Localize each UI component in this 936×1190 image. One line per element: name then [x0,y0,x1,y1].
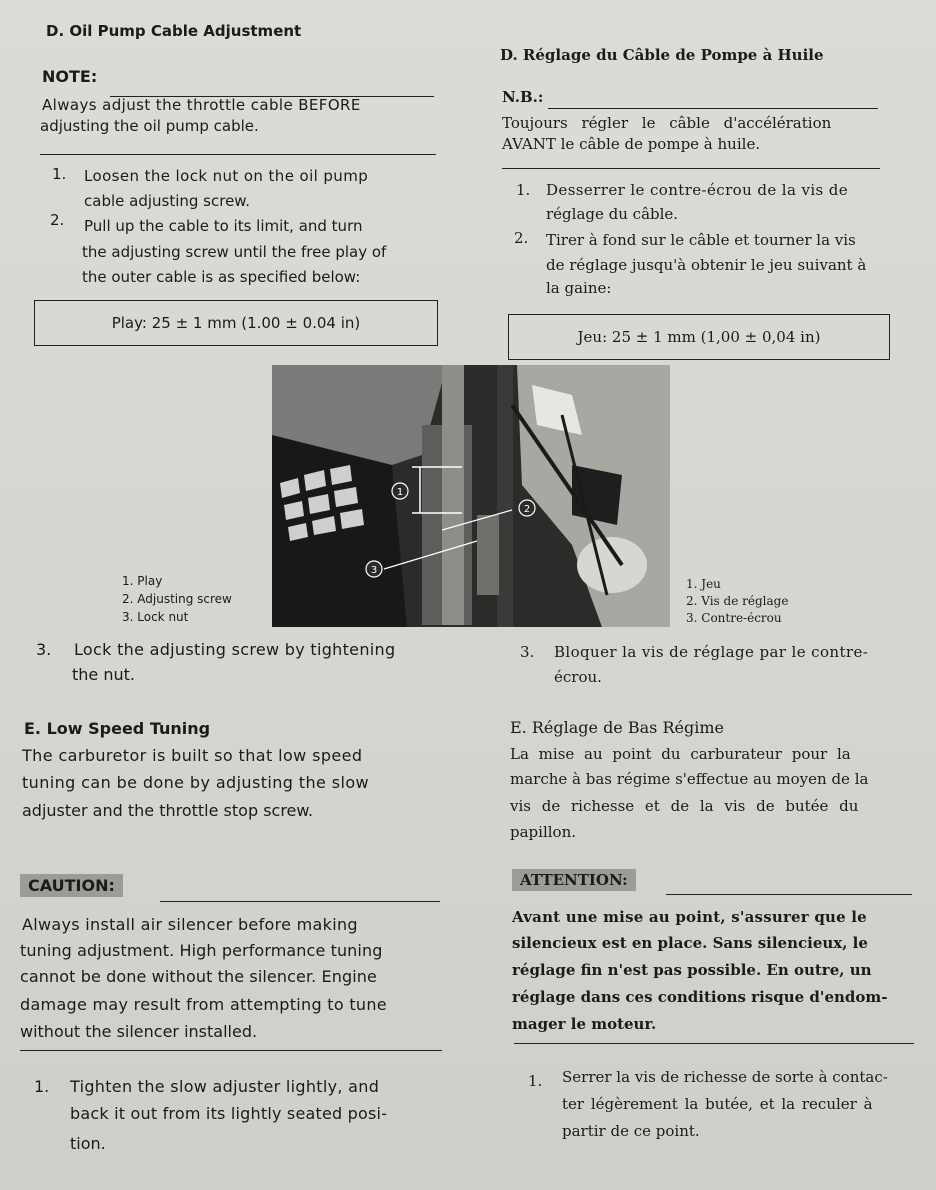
note-line-2: adjusting the oil pump cable. [40,117,259,135]
step-line: back it out from its lightly seated posi- [70,1104,388,1123]
step-number: 2. [514,229,529,247]
paragraph-line: La mise au point du carburateur pour la [510,745,851,763]
step-number: 1. [34,1077,50,1096]
legend-item: 3. Lock nut [122,610,189,624]
nb-label: N.B.: [502,88,544,106]
caution-line: cannot be done without the silencer. Engine [20,967,377,986]
paragraph-line: papillon. [510,823,576,841]
photo-legend-en [122,572,232,626]
step-line: Desserrer le contre-écrou de la vis de [546,181,849,199]
paragraph-line: marche à bas régime s'effectue au moyen de la [510,770,869,788]
note-line-1: Always adjust the throttle cable BEFORE [42,96,361,114]
jeu-spec-box: Jeu: 25 ± 1 mm (1,00 ± 0,04 in) [508,314,890,360]
step-line: Loosen the lock nut on the oil pump [84,167,369,185]
step-line: the outer cable is as specified below: [82,268,361,286]
paragraph-line: adjuster and the throttle stop screw. [22,801,314,820]
nb-line-2: AVANT le câble de pompe à huile. [502,135,761,153]
step-line: la gaine: [546,279,612,297]
step-line: tion. [70,1134,106,1153]
caution-end-rule [20,1050,442,1051]
caution-line: Always install air silencer before making [22,915,358,934]
heading-reglage-bas-regime: E. Réglage de Bas Régime [510,718,724,737]
step-number: 3. [36,640,52,659]
play-spec-box: Play: 25 ± 1 mm (1.00 ± 0.04 in) [34,300,438,346]
nb-end-rule [502,168,880,169]
legend-item: 2. Vis de réglage [686,594,789,608]
legend-item: 2. Adjusting screw [122,592,232,606]
photo-legend-fr [686,576,788,627]
paragraph-line: tuning can be done by adjusting the slow [22,773,370,792]
carburetor-photo [272,365,670,627]
caution-line: damage may result from attempting to tune [20,995,387,1014]
step-number: 1. [528,1072,543,1090]
nb-line-1: Toujours régler le câble d'accélération [502,114,832,132]
attention-line: mager le moteur. [512,1015,657,1033]
caution-badge: CAUTION: [20,874,123,897]
step-line: réglage du câble. [546,205,679,223]
step-number: 1. [516,181,531,199]
attention-line: silencieux est en place. Sans silencieux, le [512,934,868,952]
attention-end-rule [514,1043,914,1044]
photo-illustration [272,365,670,627]
legend-item: 1. Play [122,574,163,588]
step-line: Tirer à fond sur le câble et tourner la vis [546,231,856,249]
heading-reglage-cable-pompe: D. Réglage du Câble de Pompe à Huile [500,46,824,64]
step-line: the adjusting screw until the free play of [82,243,387,261]
step-line: Pull up the cable to its limit, and turn [84,217,363,235]
step-line: Serrer la vis de richesse de sorte à contac- [562,1068,888,1086]
callout-2: 2 [523,504,531,515]
heading-oil-pump-cable-adjustment: D. Oil Pump Cable Adjustment [46,22,302,40]
attention-line: réglage fin n'est pas possible. En outre, un [512,961,872,979]
step-line: the nut. [72,665,135,684]
caution-rule [160,901,440,902]
step-line: Bloquer la vis de réglage par le contre- [554,643,869,661]
note-end-rule [40,154,436,155]
attention-badge: ATTENTION: [512,869,636,891]
step-line: partir de ce point. [562,1122,700,1140]
legend-item: 3. Contre-écrou [686,611,782,625]
step-line: de réglage jusqu'à obtenir le jeu suivant à [546,256,867,274]
caution-line: tuning adjustment. High performance tuning [20,941,383,960]
heading-low-speed-tuning: E. Low Speed Tuning [24,719,211,738]
step-number: 3. [520,643,535,661]
nb-rule [548,108,878,109]
legend-item: 1. Jeu [686,577,721,591]
callout-1: 1 [396,487,404,498]
step-line: Lock the adjusting screw by tightening [74,640,396,659]
step-line: Tighten the slow adjuster lightly, and [70,1077,380,1096]
paragraph-line: The carburetor is built so that low speed [22,746,363,765]
step-line: écrou. [554,668,602,686]
attention-line: Avant une mise au point, s'assurer que le [512,908,867,926]
callout-3: 3 [370,565,378,576]
attention-line: réglage dans ces conditions risque d'endom- [512,988,888,1006]
paragraph-line: vis de richesse et de la vis de butée du [510,797,859,815]
caution-line: without the silencer installed. [20,1022,258,1041]
step-number: 1. [52,165,67,183]
step-line: ter légèrement la butée, et la reculer à [562,1095,873,1113]
attention-rule [666,894,912,895]
step-number: 2. [50,211,65,229]
step-line: cable adjusting screw. [84,192,250,210]
note-label: NOTE: [42,67,98,86]
